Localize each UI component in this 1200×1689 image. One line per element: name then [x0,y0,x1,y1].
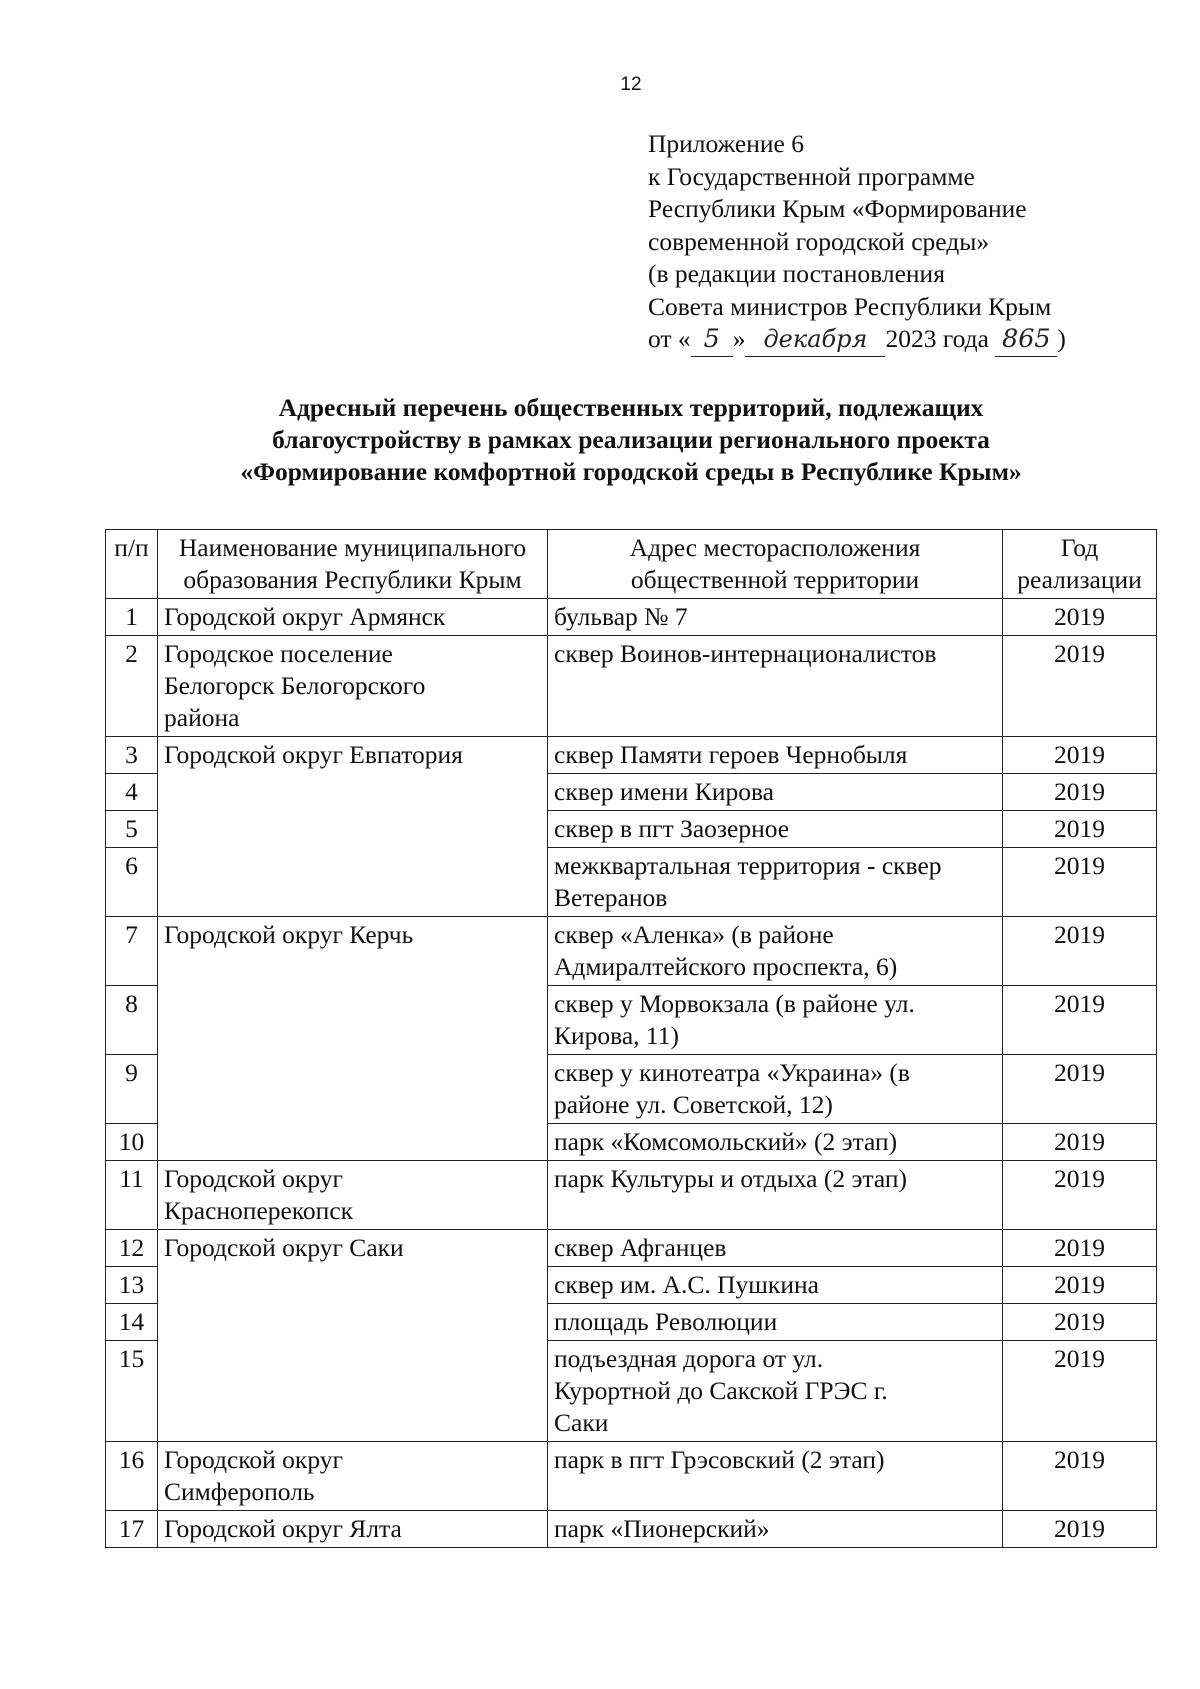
annex-line: Республики Крым «Формирование [648,194,1027,223]
row-number: 5 [106,811,158,848]
row-municipality [158,1341,548,1442]
header-municipality: Наименование муниципального образования Республики Крым [158,530,548,599]
row-address: сквер Памяти героев Чернобыля [548,737,1003,774]
row-municipality [158,848,548,917]
row-number: 8 [106,986,158,1055]
row-year: 2019 [1003,1304,1157,1341]
row-year: 2019 [1003,1442,1157,1511]
row-address: сквер у Морвокзала (в районе ул. Кирова, 11) [548,986,1003,1055]
row-number: 3 [106,737,158,774]
row-municipality: Городской округ Ялта [158,1511,548,1548]
row-address: сквер Афганцев [548,1230,1003,1267]
row-number: 9 [106,1055,158,1124]
row-address: парк «Комсомольский» (2 этап) [548,1124,1003,1161]
row-municipality: Городской округ Армянск [158,599,548,636]
annex-date-line [648,323,1066,357]
row-municipality: Городской округ Симферополь [158,1442,548,1511]
table-row [106,1442,1157,1511]
row-address: подъездная дорога от ул. Курортной до Сакской ГРЭС г. Саки [548,1341,1003,1442]
row-municipality [158,1124,548,1161]
row-number: 16 [106,1442,158,1511]
row-number: 15 [106,1341,158,1442]
row-year: 2019 [1003,1230,1157,1267]
title-line: «Формирование комфортной городской среды в Республике Крым» [240,457,1022,486]
table-row [106,811,1157,848]
table-row [106,1267,1157,1304]
row-municipality: Городское поселение Белогорск Белогорского района [158,636,548,737]
annex-line: (в редакции постановления [648,259,945,288]
row-municipality: Городской округ Евпатория [158,737,548,774]
date-number: 865 [995,323,1057,357]
table-header-row [106,530,1157,599]
row-year: 2019 [1003,1124,1157,1161]
page-number: 12 [620,74,642,95]
annex-line: Приложение 6 [648,129,804,158]
row-address: сквер им. А.С. Пушкина [548,1267,1003,1304]
row-municipality: Городской округ Саки [158,1230,548,1267]
table-row [106,1161,1157,1230]
row-address: площадь Революции [548,1304,1003,1341]
row-year: 2019 [1003,774,1157,811]
row-address: сквер Воинов-интернационалистов [548,636,1003,737]
table-row [106,774,1157,811]
row-year: 2019 [1003,1511,1157,1548]
date-mid: » [732,324,746,353]
row-year: 2019 [1003,1161,1157,1230]
table-row [106,1124,1157,1161]
table-row [106,1511,1157,1548]
table-row [106,636,1157,737]
row-municipality: Городской округ Красноперекопск [158,1161,548,1230]
row-municipality [158,1267,548,1304]
row-municipality [158,774,548,811]
row-number: 6 [106,848,158,917]
row-year: 2019 [1003,917,1157,986]
date-suffix: ) [1057,324,1066,353]
table-row [106,1341,1157,1442]
table-row [106,986,1157,1055]
table-row [106,1055,1157,1124]
row-number: 12 [106,1230,158,1267]
territories-table [105,529,1157,1548]
row-number: 11 [106,1161,158,1230]
date-prefix: от « [648,324,691,353]
annex-line: к Государственной программе [648,161,975,191]
row-year: 2019 [1003,1267,1157,1304]
date-day: 5 [691,323,733,357]
row-year: 2019 [1003,636,1157,737]
row-number: 4 [106,774,158,811]
table-row [106,1230,1157,1267]
table-row [106,1304,1157,1341]
annex-line: Совета министров Республики Крым [648,291,1052,321]
table-row [106,599,1157,636]
header-number: п/п [106,530,158,599]
title-line: Адресный перечень общественных территорий, подлежащих [278,393,984,422]
header-address: Адрес месторасположения общественной территории [548,530,1003,599]
row-year: 2019 [1003,811,1157,848]
row-municipality [158,811,548,848]
row-address: сквер имени Кирова [548,774,1003,811]
row-number: 2 [106,636,158,737]
row-address: бульвар № 7 [548,599,1003,636]
row-address: парк Культуры и отдыха (2 этап) [548,1161,1003,1230]
row-address: сквер «Аленка» (в районе Адмиралтейского проспекта, 6) [548,917,1003,986]
row-municipality [158,986,548,1055]
row-number: 13 [106,1267,158,1304]
row-year: 2019 [1003,1055,1157,1124]
row-year: 2019 [1003,986,1157,1055]
annex-block [648,128,1066,357]
document-title [0,392,1200,488]
date-year: 2023 года [885,324,989,353]
row-year: 2019 [1003,599,1157,636]
row-municipality [158,1304,548,1341]
row-number: 14 [106,1304,158,1341]
annex-line: современной городской среды» [648,226,990,256]
table-row [106,848,1157,917]
row-address: межквартальная территория - сквер Ветеранов [548,848,1003,917]
row-number: 7 [106,917,158,986]
row-number: 10 [106,1124,158,1161]
row-address: парк в пгт Грэсовский (2 этап) [548,1442,1003,1511]
row-municipality: Городской округ Керчь [158,917,548,986]
row-address: парк «Пионерский» [548,1511,1003,1548]
row-year: 2019 [1003,1341,1157,1442]
row-address: сквер у кинотеатра «Украина» (в районе ул. Советской, 12) [548,1055,1003,1124]
table-row [106,917,1157,986]
row-municipality [158,1055,548,1124]
row-number: 1 [106,599,158,636]
date-month: декабря [745,323,885,357]
title-line: благоустройству в рамках реализации регионального проекта [272,425,990,454]
row-address: сквер в пгт Заозерное [548,811,1003,848]
header-year: Год реализации [1003,530,1157,599]
row-year: 2019 [1003,848,1157,917]
row-year: 2019 [1003,737,1157,774]
row-number: 17 [106,1511,158,1548]
table-row [106,737,1157,774]
